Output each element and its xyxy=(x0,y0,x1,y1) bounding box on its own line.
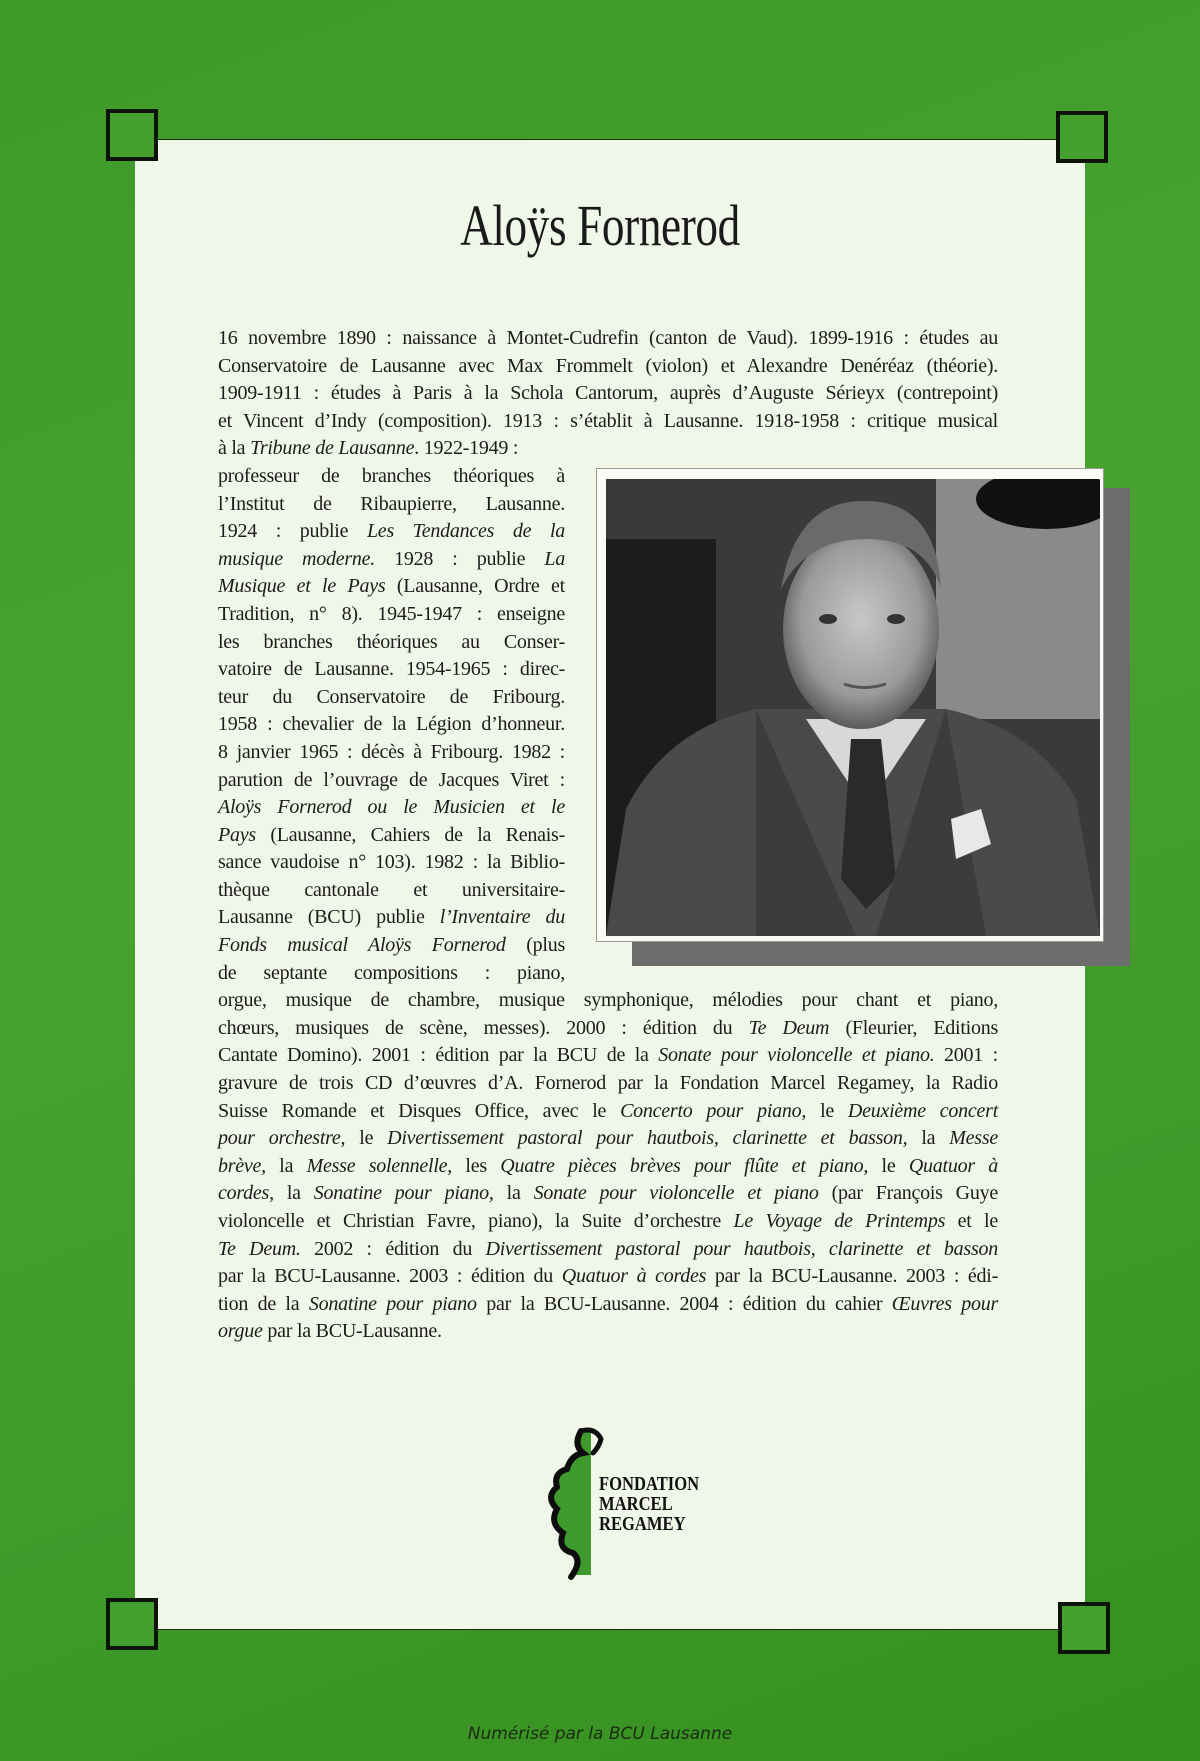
text-run: 16 novembre 1890 : naissance à Montet-Cudrefin (canton de Vaud). 1899-1916 : études au xyxy=(218,327,998,349)
text-run: l’Institut de Ribaupierre, Lausanne. xyxy=(218,492,565,515)
italic-title: Tribune de Lausanne xyxy=(250,437,415,460)
italic-title: Quatre pièces brèves pour flûte et piano, xyxy=(500,1154,869,1177)
text-run: par la BCU-Lausanne. 2004 : édition du cahier xyxy=(476,1292,892,1315)
text-line xyxy=(218,573,565,601)
italic-title: Sonate pour violoncelle et piano xyxy=(533,1182,819,1205)
italic-title: Sonate pour violoncelle et piano. xyxy=(658,1044,935,1067)
text-run: les branches théoriques au Conser- xyxy=(218,630,565,653)
corner-square-top-left xyxy=(106,109,158,161)
text-run: thèque cantonale et universitaire- xyxy=(218,878,565,901)
text-run: le xyxy=(868,1154,909,1177)
text-line xyxy=(218,491,565,519)
text-run: tion de la xyxy=(218,1292,309,1315)
text-run: (plus xyxy=(505,934,565,957)
text-run: vatoire de Lausanne. 1954-1965 : direc- xyxy=(218,658,565,681)
text-run: (Fleurier, Editions xyxy=(829,1016,998,1039)
text-line xyxy=(218,1236,998,1264)
text-run: 1958 : chevalier de la Légion d’honneur. xyxy=(218,713,565,736)
italic-title: l’Inventaire du xyxy=(439,906,565,929)
text-line xyxy=(218,987,998,1015)
text-line xyxy=(218,904,565,932)
text-line xyxy=(218,739,565,767)
text-run: Lausanne (BCU) publie xyxy=(218,906,440,929)
logo-line-2: MARCEL xyxy=(599,1494,673,1515)
italic-title: Divertissement pastoral pour hautbois, clarinette et basson xyxy=(485,1237,998,1260)
text-run: par la BCU-Lausanne. 2003 : édi- xyxy=(706,1265,998,1288)
text-line xyxy=(218,849,565,877)
text-line xyxy=(218,1098,998,1126)
italic-title: Sonatine pour piano xyxy=(308,1292,477,1315)
text-line xyxy=(218,1153,998,1181)
text-run: (Lausanne, Cahiers de la Renais- xyxy=(255,823,565,846)
text-line xyxy=(218,1318,998,1346)
italic-title: Sonatine pour piano, xyxy=(313,1182,494,1205)
text-run: 8 janvier 1965 : décès à Fribourg. 1982 : xyxy=(218,740,565,763)
text-line xyxy=(218,601,565,629)
text-line xyxy=(218,408,998,436)
corner-square-bottom-left xyxy=(106,1598,158,1650)
text-run: et Vincent d’Indy (composition). 1913 : s’établit à Lausanne. 1918-1958 : critique musical xyxy=(218,409,998,432)
italic-title: brève, xyxy=(218,1154,266,1177)
text-run: le xyxy=(806,1099,848,1122)
italic-title: orgue xyxy=(218,1320,263,1343)
text-run: violoncelle et Christian Favre, piano), la Suite d’orchestre xyxy=(218,1210,734,1232)
text-run: la xyxy=(273,1182,314,1205)
text-run: teur du Conservatoire de Fribourg. xyxy=(218,685,565,708)
text-line xyxy=(218,932,565,960)
text-run: 1909-1911 : études à Paris à la Schola Cantorum, auprès d’Auguste Sérieyx (contrepoint) xyxy=(218,382,998,405)
logo-line-1: FONDATION xyxy=(599,1474,700,1495)
italic-title: musique moderne. xyxy=(218,547,376,570)
italic-title: Messe solennelle, xyxy=(306,1154,453,1177)
text-run: de septante compositions : piano, xyxy=(218,961,565,984)
text-run: orgue, musique de chambre, musique symphonique, mélodies pour chant et piano, xyxy=(218,989,998,1012)
text-run: et le xyxy=(945,1210,998,1232)
corner-square-top-right xyxy=(1056,111,1108,163)
text-run: professeur de branches théoriques à xyxy=(218,464,565,487)
italic-title: Quatuor à xyxy=(908,1154,998,1177)
italic-title: Les Tendances de la xyxy=(366,520,565,543)
text-run: Tradition, n° 8). 1945-1947 : enseigne xyxy=(218,602,565,625)
text-run: 2002 : édition du xyxy=(300,1237,486,1260)
italic-title: Musique et le Pays xyxy=(218,575,386,598)
text-line xyxy=(218,1042,998,1070)
text-run: par la BCU-Lausanne. 2003 : édition du xyxy=(218,1265,562,1288)
italic-title: Aloÿs Fornerod ou le Musicien et le xyxy=(218,796,565,819)
text-run: 1928 : publie xyxy=(375,547,545,570)
italic-title: Deuxième concert xyxy=(847,1099,999,1122)
italic-title: cordes, xyxy=(218,1182,274,1205)
text-run: parution de l’ouvrage de Jacques Viret : xyxy=(218,768,565,791)
text-line xyxy=(218,1180,998,1208)
text-run: 1924 : publie xyxy=(218,520,367,543)
italic-title: Te Deum xyxy=(748,1016,830,1039)
text-line xyxy=(218,1015,998,1043)
text-line xyxy=(218,1208,998,1236)
text-line xyxy=(218,353,998,381)
text-line xyxy=(218,380,998,408)
text-line xyxy=(218,1125,998,1153)
italic-title: Messe xyxy=(949,1127,998,1150)
text-run: les xyxy=(452,1154,501,1177)
text-run: la xyxy=(493,1182,534,1205)
text-line xyxy=(218,629,565,657)
text-line xyxy=(218,1070,998,1098)
text-line xyxy=(218,518,565,546)
corner-square-bottom-right xyxy=(1058,1602,1110,1654)
text-run: la xyxy=(907,1127,950,1150)
italic-title: Fonds musical Aloÿs Fornerod xyxy=(218,934,506,957)
text-line xyxy=(218,711,565,739)
biography-text xyxy=(218,325,998,1346)
italic-title: Concerto pour piano, xyxy=(620,1099,807,1122)
fondation-marcel-regamey-logo xyxy=(543,1425,723,1580)
italic-title: Quatuor à cordes xyxy=(561,1265,707,1288)
text-line xyxy=(218,1291,998,1319)
text-line xyxy=(218,656,565,684)
italic-title: Le Voyage de Printemps xyxy=(733,1210,946,1232)
text-line xyxy=(218,435,998,463)
italic-title: Pays xyxy=(218,823,256,846)
italic-title: Œuvres pour xyxy=(891,1292,998,1315)
text-line xyxy=(218,767,565,795)
text-run: par la BCU-Lausanne. xyxy=(262,1320,442,1343)
text-run: chœurs, musiques de scène, messes). 2000 : édition du xyxy=(218,1016,749,1039)
text-line xyxy=(218,877,565,905)
italic-title: Te Deum. xyxy=(218,1237,301,1260)
text-line xyxy=(218,325,998,353)
text-line xyxy=(218,1263,998,1291)
text-run: la xyxy=(265,1154,307,1177)
text-line xyxy=(218,822,565,850)
text-run: (par François Guye xyxy=(818,1182,998,1205)
text-run: . 1922-1949 : xyxy=(414,437,519,460)
logo-line-3: REGAMEY xyxy=(599,1514,686,1535)
page-title: Aloÿs Fornerod xyxy=(460,193,740,258)
text-line xyxy=(218,794,565,822)
text-run: à la xyxy=(218,437,251,460)
italic-title: Divertissement pastoral pour hautbois, clarinette et basson, xyxy=(387,1127,908,1150)
text-line xyxy=(218,546,565,574)
text-run: Conservatoire de Lausanne avec Max Frommelt (violon) et Alexandre Denéréaz (théorie). xyxy=(218,354,998,377)
text-line xyxy=(218,960,565,988)
italic-title: pour orchestre, xyxy=(218,1127,346,1150)
text-run: (Lausanne, Ordre et xyxy=(385,575,565,598)
text-run: Cantate Domino). 2001 : édition par la BCU de la xyxy=(218,1044,659,1067)
digitization-credit: Numérisé par la BCU Lausanne xyxy=(467,1724,733,1744)
text-run: gravure de trois CD d’œuvres d’A. Fornerod par la Fondation Marcel Regamey, la Radio xyxy=(218,1072,998,1095)
text-line xyxy=(218,463,565,491)
text-run: sance vaudoise n° 103). 1982 : la Biblio- xyxy=(218,851,565,874)
text-run: le xyxy=(345,1127,388,1150)
text-line xyxy=(218,684,565,712)
text-run: Suisse Romande et Disques Office, avec le xyxy=(218,1099,621,1122)
text-run: 2001 : xyxy=(934,1044,998,1067)
italic-title: La xyxy=(544,547,566,570)
